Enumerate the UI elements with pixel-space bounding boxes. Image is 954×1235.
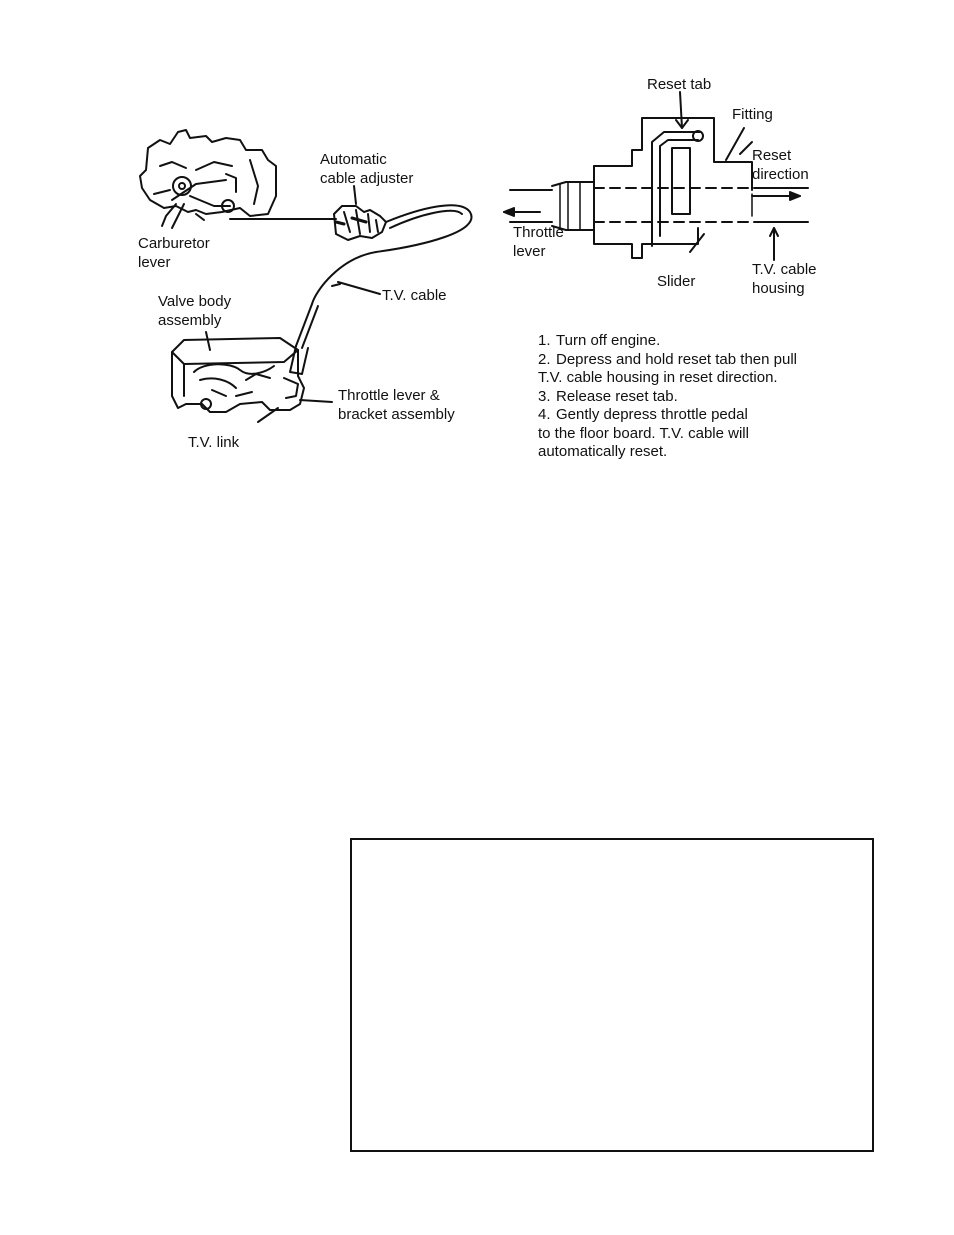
label-tv-link: T.V. link	[188, 434, 240, 451]
carburetor-icon	[140, 130, 276, 226]
instruction-step: 4. Gently depress throttle pedal to the floor board. T.V. cable will automatically reset.	[538, 406, 749, 460]
label-fitting: Fitting	[732, 106, 773, 123]
label-tv-cable-housing: T.V. cable housing	[752, 261, 817, 297]
cable-adjuster-icon	[334, 206, 386, 240]
label-valve-body-assembly: Valve body assembly	[158, 293, 232, 329]
label-throttle-lever: Throttle lever	[513, 224, 564, 260]
label-slider: Slider	[657, 273, 696, 290]
instruction-step: 1. Turn off engine.	[538, 332, 661, 349]
empty-bordered-box	[350, 838, 874, 1152]
label-automatic-cable-adjuster: Automatic cable adjuster	[320, 151, 414, 187]
instruction-step: 3. Release reset tab.	[538, 387, 678, 405]
label-throttle-lever-bracket: Throttle lever & bracket assembly	[338, 387, 455, 423]
reset-instructions	[538, 332, 797, 462]
label-reset-tab: Reset tab	[647, 76, 712, 93]
label-reset-direction: Reset direction	[752, 147, 809, 183]
valve-body-icon	[172, 338, 304, 412]
label-carburetor-lever: Carburetor lever	[138, 235, 210, 271]
instruction-step: 2. Depress and hold reset tab then pull T.V. cable housing in reset direction.	[538, 350, 797, 386]
label-tv-cable: T.V. cable	[382, 287, 447, 304]
